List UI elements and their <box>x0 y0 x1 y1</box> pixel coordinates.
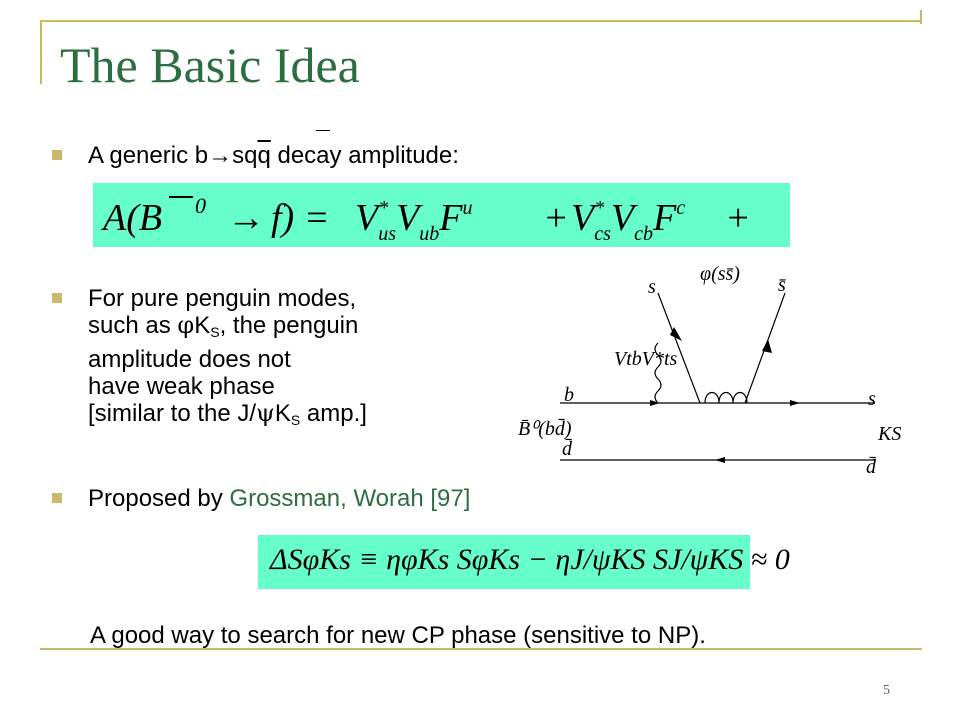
eq-arrow: → <box>227 197 265 239</box>
bullet2-line2-a: such as <box>88 312 178 339</box>
bullet-marker <box>52 150 62 160</box>
qbar-overline <box>316 130 330 131</box>
bullet-marker <box>52 293 62 303</box>
arrow-icon <box>650 400 660 406</box>
label-ks: KS <box>878 423 902 445</box>
arrow-icon <box>790 400 800 406</box>
k-letter: K <box>274 400 291 427</box>
label-vtb-vts: VtbV*ts <box>614 348 678 370</box>
label-sbar-top: s̄ <box>778 274 786 296</box>
label-B0: B̄⁰(bd̄) <box>518 418 572 440</box>
bullet3-prefix: Proposed by <box>88 485 230 512</box>
arrow-icon <box>762 339 772 353</box>
qbar-symbol: $\overline{q}$ <box>257 142 271 169</box>
phi-symbol: φ <box>177 311 195 339</box>
bullet1-prefix: A generic b <box>88 142 209 169</box>
conclusion-text: A good way to search for new CP phase (sensitive to NP). <box>90 622 706 649</box>
bullet1-middle: sq <box>232 142 258 169</box>
delta-s-equation-text: ΔSφKs ≡ ηφKs SφKs − ηJ/ψKS SJ/ψKS ≈ 0 <box>270 543 790 576</box>
bullet-text-2 <box>88 285 488 434</box>
bullet2-line5 <box>88 400 488 434</box>
eq-term2: V* $csV_{cb}F^c$ <box>571 197 686 245</box>
slide-title: The Basic Idea <box>60 37 360 93</box>
label-b: b <box>564 384 574 406</box>
amplitude-equation <box>93 183 790 247</box>
delta-s-equation <box>258 535 790 589</box>
psi-symbol: ψ <box>256 399 275 427</box>
frame-right-tick <box>920 10 922 24</box>
bullet2-line2-b: , the penguin <box>219 312 359 339</box>
bullet2-line5-b: amp.] <box>300 400 367 427</box>
k-letter: K <box>194 312 211 339</box>
label-dbar-left: d̄ <box>562 438 572 460</box>
feynman-diagram <box>500 255 920 490</box>
label-phi: φ(ss̄) <box>700 263 740 285</box>
frame-left-line <box>40 20 42 84</box>
eq-plus2: + <box>725 197 751 239</box>
bullet3-authors: Grossman, Worah [97] <box>229 485 471 512</box>
amplitude-equation-svg <box>93 183 790 247</box>
eq-f: f) = <box>271 197 330 239</box>
slide-number: 5 <box>883 683 890 698</box>
bullet1-suffix: decay amplitude: <box>270 142 459 169</box>
label-s-right: s <box>868 388 876 410</box>
bullet2-line3: amplitude does not <box>88 346 291 373</box>
eq-zero: 0 <box>195 193 206 218</box>
eq-plus1: + <box>543 197 569 239</box>
bullet2-line4: have weak phase <box>88 373 275 400</box>
bullet2-line1: For pure penguin modes, <box>88 285 357 312</box>
label-s-top: s <box>648 276 656 298</box>
bullet-text-1 <box>88 142 459 169</box>
arrow-icon <box>715 457 725 463</box>
bullet-marker <box>52 493 62 503</box>
eq-term1: V* $usV_{ub}F^u$ <box>355 197 473 245</box>
arrow-symbol: → <box>208 142 233 169</box>
bullet2-line5-a: [similar to the J/ <box>88 400 257 427</box>
label-dbar-right: d̄ <box>866 456 876 478</box>
eq-term3-wrap <box>740 183 790 247</box>
bullet-text-3 <box>88 485 470 512</box>
s-subscript: S <box>290 412 301 428</box>
frame-top-line <box>40 20 922 22</box>
bullet2-line2 <box>88 312 488 346</box>
s-subscript: S <box>210 324 220 340</box>
eq-lhs: A(B <box>103 197 163 239</box>
gluon-loop <box>705 393 747 404</box>
